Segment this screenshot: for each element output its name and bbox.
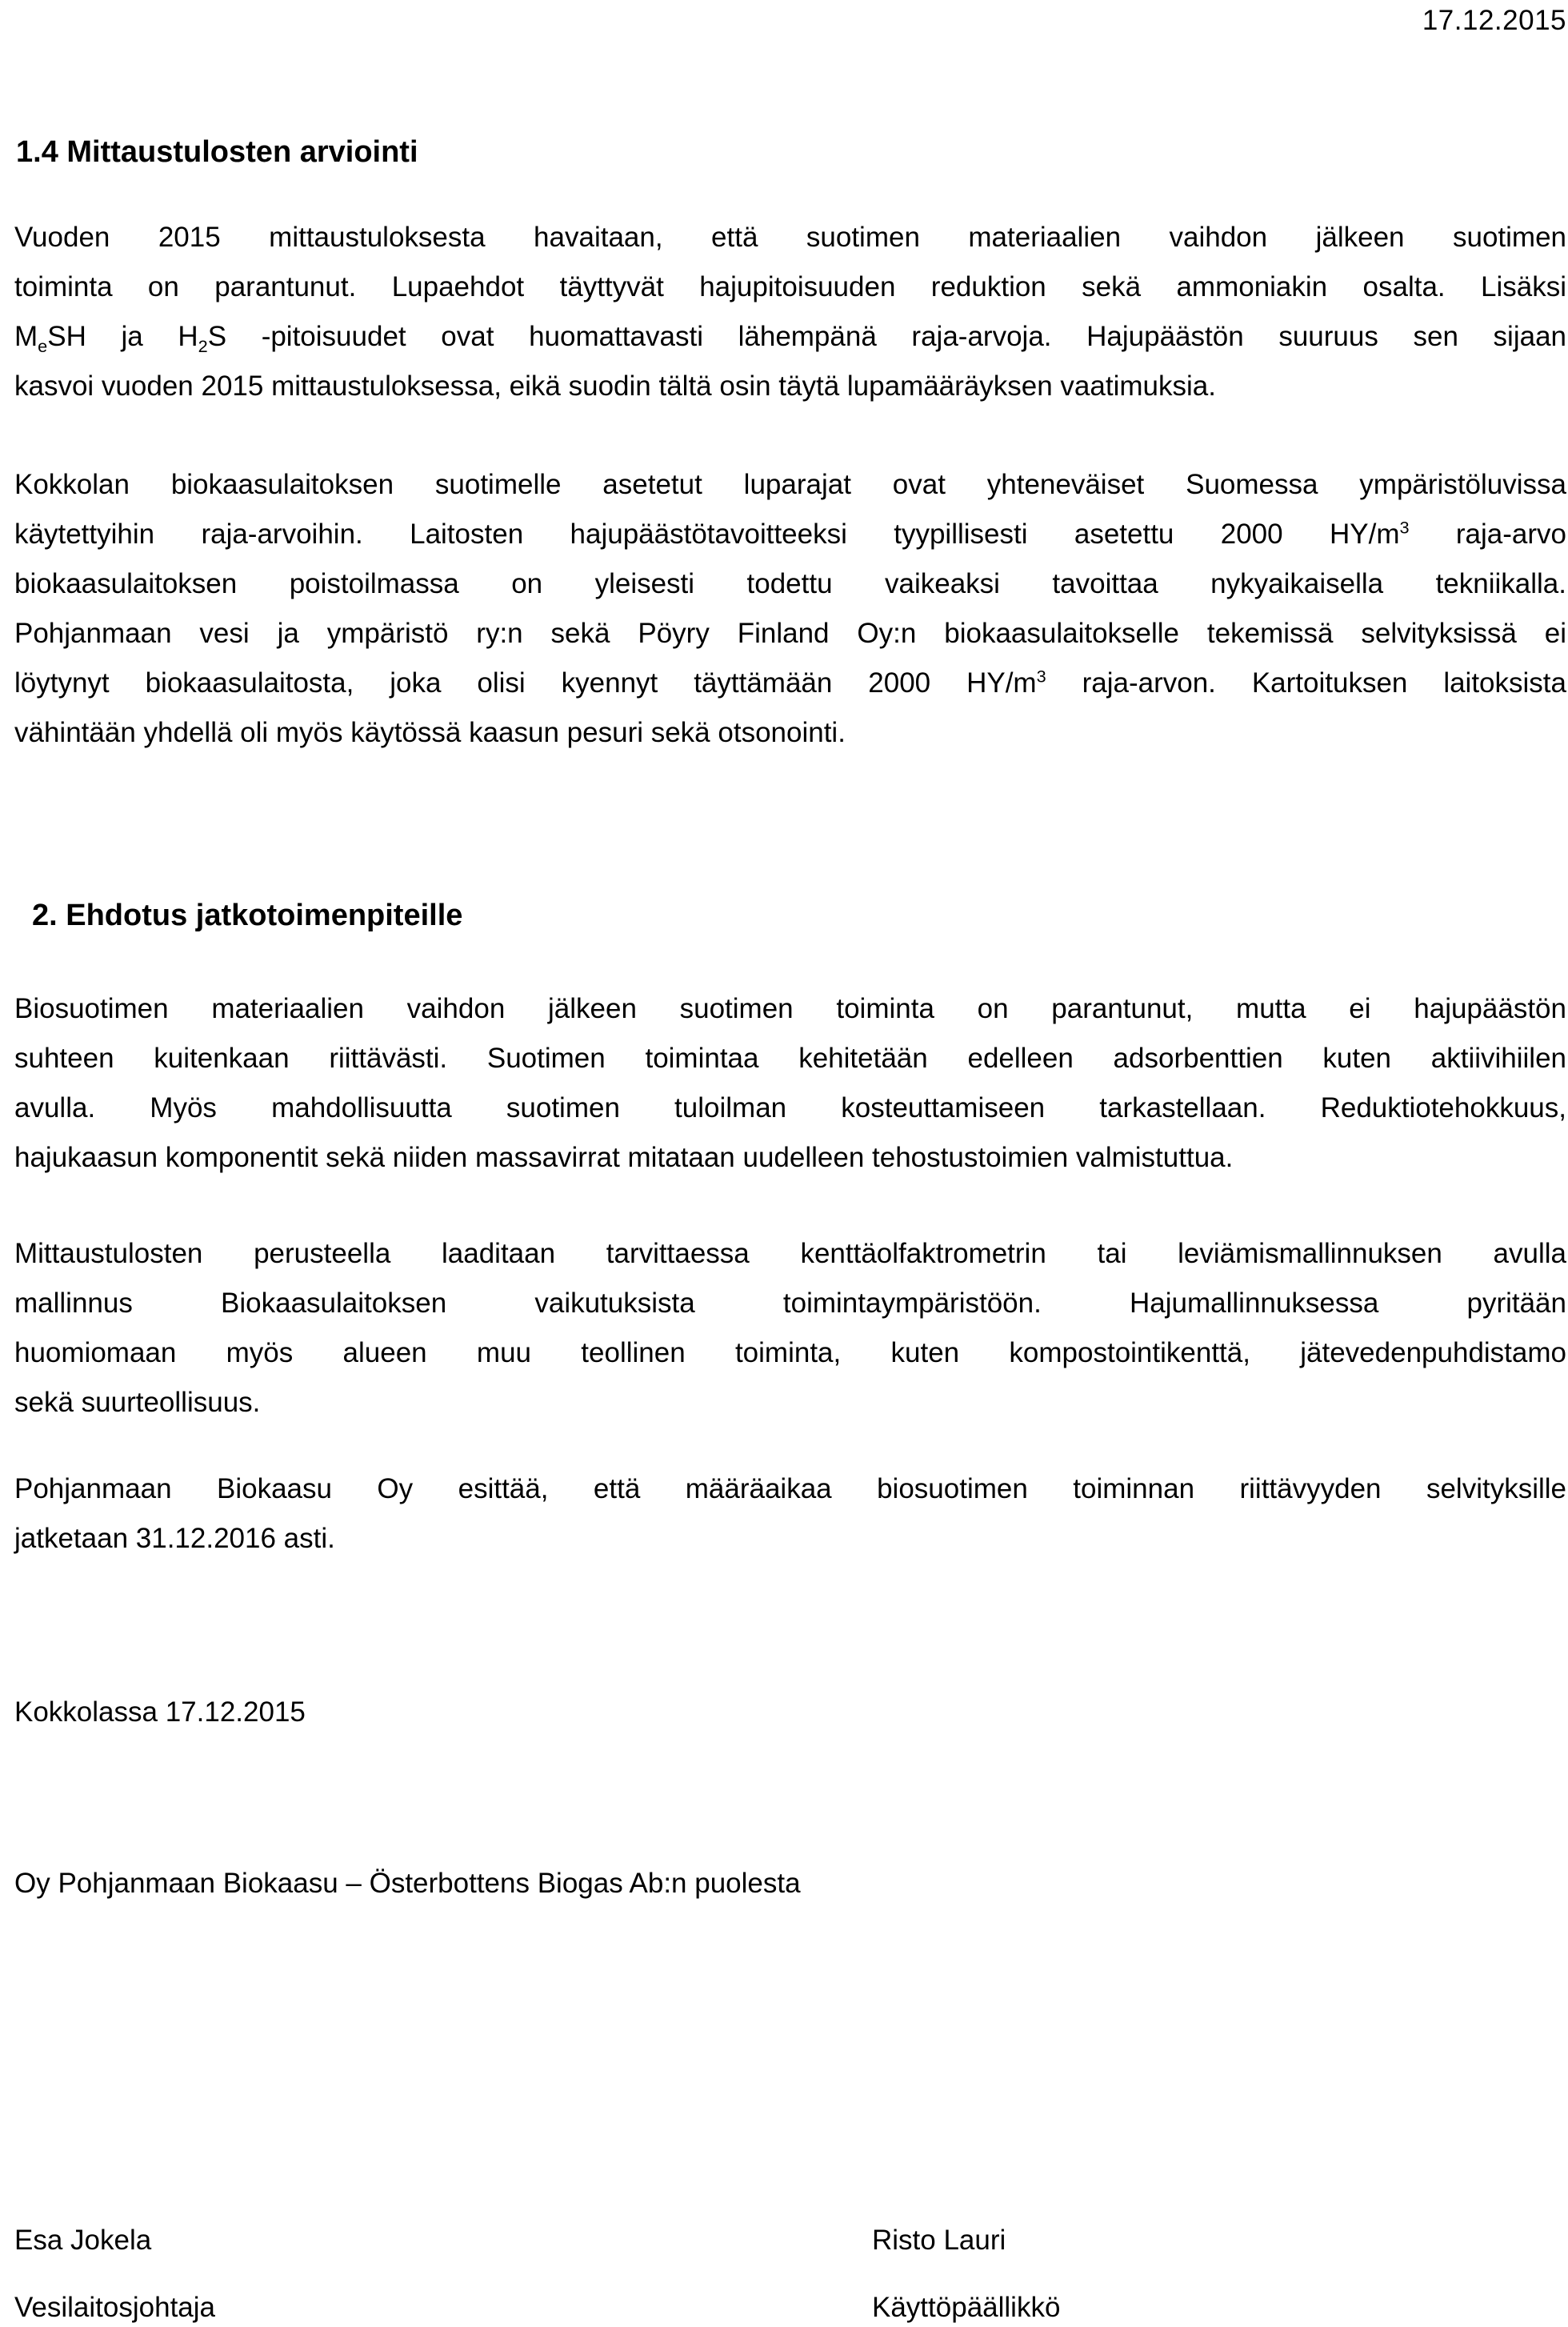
paragraph-line: Biosuotimen materiaalien vaihdon jälkeen suotimen toiminta on parantunut, mutta ei hajupäästön [14,993,1566,1024]
paragraph-line: Mittaustulosten perusteella laaditaan tarvittaessa kenttäolfaktrometrin tai leviämismallinnuksen avulla [14,1238,1566,1269]
signatory-name-2: Risto Lauri [872,2225,1006,2256]
paragraph-modelling [14,1229,1566,1428]
signatory-name-1: Esa Jokela [14,2225,152,2256]
paragraph-deadline-proposal [14,1464,1566,1564]
paragraph-line: Kokkolan biokaasulaitoksen suotimelle asetetut luparajat ovat yhteneväiset Suomessa ympäristöluvissa [14,469,1566,500]
document-date: 17.12.2015 [1422,5,1566,36]
paragraph-line: vähintään yhdellä oli myös käytössä kaasun pesuri sekä otsonointi. [14,717,846,748]
paragraph-line: Pohjanmaan Biokaasu Oy esittää, että määräaikaa biosuotimen toiminnan riittävyyden selvityksille [14,1473,1566,1504]
on-behalf-line: Oy Pohjanmaan Biokaasu – Österbottens Biogas Ab:n puolesta [14,1868,801,1899]
paragraph-line: kasvoi vuoden 2015 mittaustuloksessa, eikä suodin tältä osin täytä lupamääräyksen vaatimuksia. [14,370,1216,402]
paragraph-line: toiminta on parantunut. Lupaehdot täyttyvät hajupitoisuuden reduktion sekä ammoniakin osalta. Lisäksi [14,271,1566,302]
paragraph-line: sekä suurteollisuus. [14,1387,261,1418]
paragraph-permit-limits [14,460,1566,758]
paragraph-line: Pohjanmaan vesi ja ympäristö ry:n sekä Pöyry Finland Oy:n biokaasulaitokselle tekemissä selvityksissä ei [14,618,1566,649]
paragraph-line: käytettyihin raja-arvoihin. Laitosten hajupäästötavoitteeksi tyypillisesti asetettu 2000 $HY/m^3$ raja-arvo [14,517,1566,550]
place-and-date: Kokkolassa 17.12.2015 [14,1696,306,1728]
signatory-title-2: Käyttöpäällikkö [872,2292,1061,2323]
paragraph-line: hajukaasun komponentit sekä niiden massavirrat mitataan uudelleen tehostustoimien valmistuttua. [14,1142,1234,1173]
paragraph-line: biokaasulaitoksen poistoilmassa on yleisesti todettu vaikeaksi tavoittaa nykyaikaisella tekniikalla. [14,568,1566,599]
paragraph-measurement-results [14,213,1566,411]
paragraph-line: suhteen kuitenkaan riittävästi. Suotimen toimintaa kehitetään edelleen adsorbenttien kuten aktiivihiilen [14,1043,1566,1074]
paragraph-line: mallinnus Biokaasulaitoksen vaikutuksista toimintaympäristöön. Hajumallinnuksessa pyritään [14,1288,1566,1319]
paragraph-line: avulla. Myös mahdollisuutta suotimen tuloilman kosteuttamiseen tarkastellaan. Reduktiotehokkuus, [14,1092,1566,1123]
paragraph-line: huomiomaan myös alueen muu teollinen toiminta, kuten kompostointikenttä, jätevedenpuhdistamo [14,1337,1566,1368]
paragraph-line: jatketaan 31.12.2016 asti. [14,1523,335,1554]
section-heading-2: 2. Ehdotus jatkotoimenpiteille [32,899,463,932]
section-heading-1-4: 1.4 Mittaustulosten arviointi [16,135,418,169]
paragraph-filter-improvement [14,984,1566,1183]
signatory-title-1: Vesilaitosjohtaja [14,2292,215,2323]
paragraph-line: Vuoden 2015 mittaustuloksesta havaitaan, että suotimen materiaalien vaihdon jälkeen suotimen [14,222,1566,253]
paragraph-line: $M_eSH$ ja $H_2S$ -pitoisuudet ovat huomattavasti lähempänä raja-arvoja. Hajupäästön suuruus sen sijaan [14,321,1566,356]
paragraph-line: löytynyt biokaasulaitosta, joka olisi kyennyt täyttämään 2000 $HY/m^3$ raja-arvon. Kartoituksen laitoksista [14,666,1566,699]
